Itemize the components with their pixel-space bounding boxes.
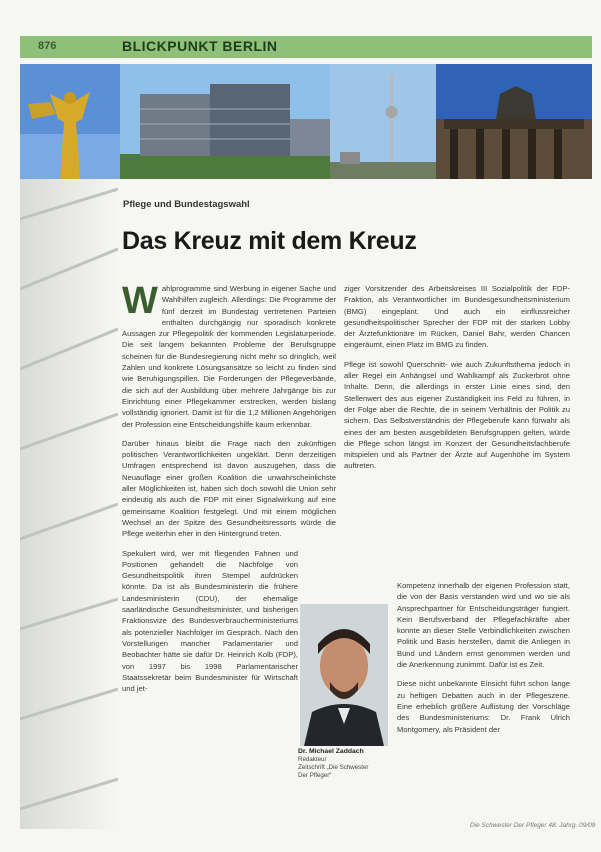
header-band xyxy=(20,36,592,58)
footer-citation: Die Schwester Der Pfleger 48. Jahrg. 09/09 xyxy=(470,822,596,829)
col3-paragraph-1: Kompetenz innerhalb der eigenen Profession statt, die von der Basis verstanden wird und wo sie als Ansprechpartner für Entscheidungsträger fungiert. Kein Berufsverband der Pflegefachkräfte aber konnte an dieser Stelle Verbindlichkeiten zwischen Politik und Basis herstellen, damit die Anliegen in Bund und Ländern ernst genommen werden und die Anerkennung zunimmt. Dafür ist es Zeit. xyxy=(397,581,570,670)
caption-line-3: Der Pfleger“ xyxy=(298,772,332,779)
page-number: 876 xyxy=(38,40,57,52)
col1-paragraph-1: ahlprogramme sind Werbung in eigener Sache und Wahlhilfen zugleich. Allerdings: Die Programme der fünf derzeit im Bundestag vertretenen Parteien enthalten durchgängig nur sporadisch konkrete Aussagen zur Pflegepolitik der kommenden Legislaturperiode. Die seit langem bekannten Probleme der Berufsgruppe scheinen für die Bundesregierung nicht mehr so dringlich, weil Zahlen und konkrete Lösungsansätze so leicht zu finden sind wie Beruhigungspillen. Die Forderungen der Pflegeverbände, die sich auf der Ausbildung über mehrere Jahrgänge bis zur Einrichtung einer Pflegekammer erstrecken, werden bislang vollständig ignoriert. Damit ist für die 1,2 Millionen Angehörigen der Profession eine Entscheidungshilfe kaum erkennbar. xyxy=(122,284,336,429)
caption-name: Dr. Michael Zaddach xyxy=(298,748,364,755)
col1-paragraph-3: Spekuliert wird, wer mit fliegenden Fahnen und Positionen gehandelt die Nachfolge von Gesundheitspolitik ihren Stempel aufdrücken könnte. Da ist als Bundesministerin die frühere Landesministerin (CDU), der ehemalige saarländische Gesundheitsminister, und bisherigen Fraktionsvize des Bundesverbraucherministeriums als potenzieller Nachfolger im Gespräch. Nach den Vorstellungen mancher Parlamentarier und Beobachter hätte sie dafür Dr. Heinrich Kolb (FDP), von 1997 bis 1998 Parlamentarischer Staatssekretär beim Bundesminister für Wirtschaft und jet- xyxy=(122,548,298,694)
article-column-2 xyxy=(344,283,570,480)
caption-line-1: Redakteur xyxy=(298,756,327,763)
author-portrait xyxy=(300,604,388,746)
article-headline: Das Kreuz mit dem Kreuz xyxy=(122,227,417,255)
col2-paragraph-2: Pflege ist sowohl Querschnitt- wie auch Zukunftsthema jedoch in aller Regel ein Anhängsel und Wahlkampf als Zuckerbrot ohne Inhalte. Denn, die allerdings in erster Linie eines sind, den Stellenwert des aus eigener Zuständigkeit ins Feld zu führen, in der Folge aber die Rechte, die in seinem Verhältnis der Politik zu sichern. Das Selbstverständnis der Pflegeberufe kann fürwahr als eines der am besten ausgebildeten Berufsgruppen gelten, würde die Pflege schon längst im Konzert der Gesundheitsfachberufe mitspielen und als Partner der Ärzte auf Augenhöhe im System auftreten. xyxy=(344,359,570,471)
victory-column-photo xyxy=(20,64,120,179)
decorative-architecture-image xyxy=(20,179,118,829)
section-title: BLICKPUNKT BERLIN xyxy=(122,38,278,54)
col3-paragraph-2: Diese nicht unbekannte Einsicht führt schon lange zu heftigen Debatten auch in der Pflegeszene. Eine erheblich größere Auflistung der Vorschläge des Bundesministeriums: Dr. Frank Ulrich Montgomery, als Präsident der xyxy=(397,679,570,734)
caption-line-2: Zeitschrift „Die Schwester xyxy=(298,764,369,771)
article-column-3 xyxy=(397,580,570,743)
article-kicker: Pflege und Bundestagswahl xyxy=(123,199,250,210)
tv-tower-photo xyxy=(330,64,436,179)
portrait-caption xyxy=(298,748,388,780)
dropcap: W xyxy=(122,280,158,322)
berlin-hauptbahnhof-photo xyxy=(120,64,330,179)
col2-paragraph-1: ziger Vorsitzender des Arbeitskreises III Sozialpolitik der FDP-Fraktion, als Verantwortlicher im Bundesgesundheitsministerium (BMG) eingeplant. Und auch ein einflussreicher gesundheitspolitischer Sprecher der FDP mit der starken Lobby der Ärztefunktionäre im Rücken, Daniel Bahr, werden Chancen eingeräumt, einen Platz im BMG zu finden. xyxy=(344,284,570,350)
brandenburg-gate-photo xyxy=(436,64,592,179)
col1-paragraph-2: Darüber hinaus bleibt die Frage nach den zukünftigen politischen Verantwortlichkeiten ungeklärt. Denn derzeitigen Umfragen entsprechend ist davon auszugehen, dass die Neuauflage einer großen Koalition die unwahrscheinlichste aller Möglichkeiten ist, haben sich doch sowohl die Union sehr eindeutig als auch die FDP mit einer Signalwirkung auf eine gemeinsame Koalition festgelegt. Und mit einem möglichen Wechsel an der Spitze des Gesundheitsressorts würde die Pflege weiterhin eher in den Hintergrund treten. xyxy=(122,438,336,539)
